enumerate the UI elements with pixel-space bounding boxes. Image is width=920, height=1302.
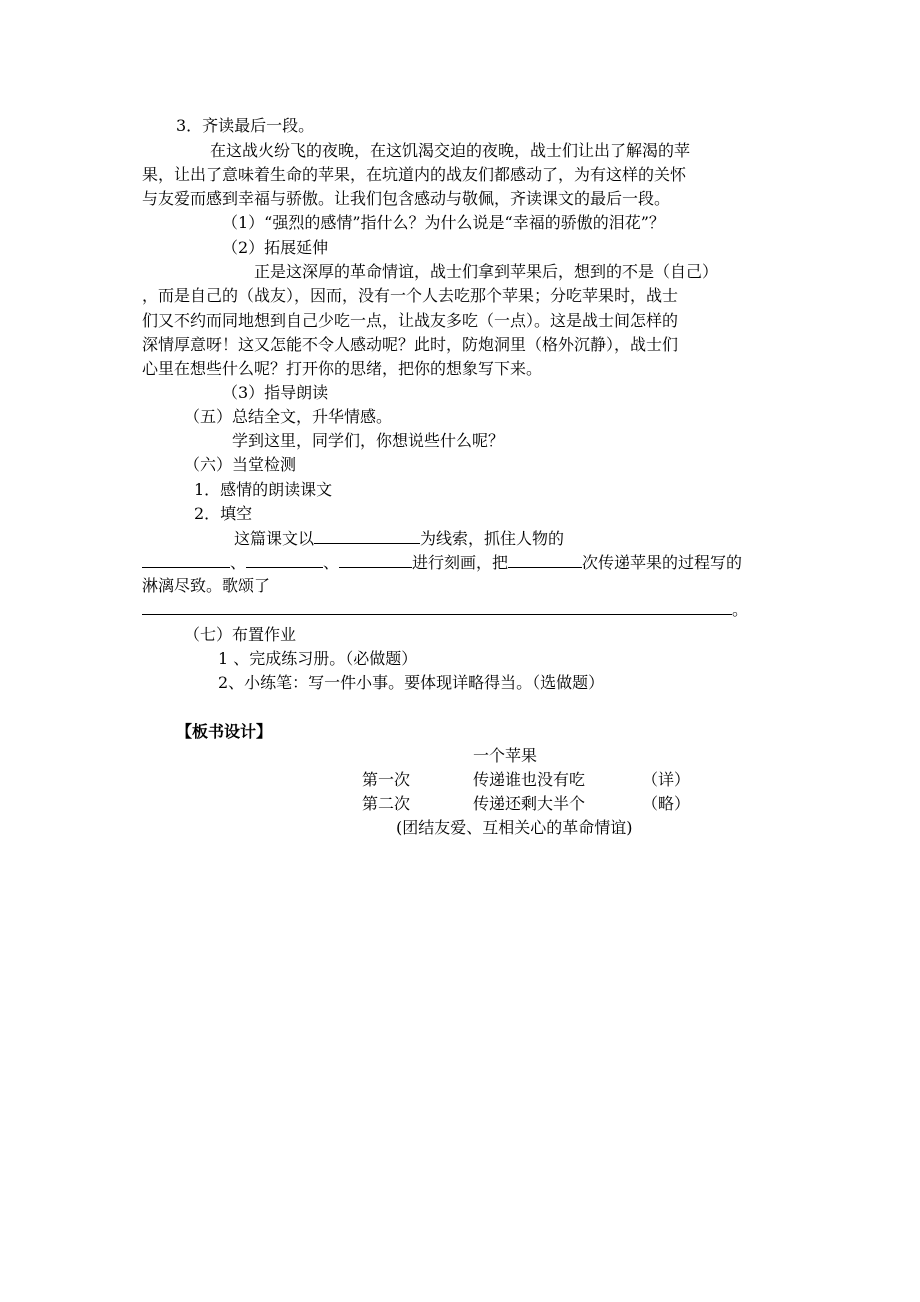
blank-clue[interactable] — [314, 527, 420, 544]
board-row-2-text: 传递还剩大半个 — [473, 794, 586, 813]
fill-line-1 — [234, 527, 564, 549]
section7-item-2: 2、小练笔：写一件小事。要体现详略得当。（选做题） — [218, 673, 605, 692]
section3-para-line-1: 在这战火纷飞的夜晚，在这饥渴交迫的夜晚，战士们让出了解渴的苹 — [210, 141, 691, 160]
extension-line-2: ，而是自己的（战友），因而，没有一个人去吃那个苹果；分吃苹果时，战士 — [142, 286, 679, 305]
fill-line-3: 淋漓尽致。歌颂了 — [142, 576, 271, 595]
section7-item-1: 1 、完成练习册。（必做题） — [218, 649, 418, 668]
fill-text-b: 为线索，抓住人物的 — [420, 529, 565, 548]
board-summary: (团结友爱、互相关心的革命情谊) — [396, 818, 633, 837]
question-2-heading: （2）拓展延伸 — [222, 238, 329, 257]
board-row-2-label: 第二次 — [362, 794, 411, 813]
extension-line-3: 们又不约而同地想到自己少吃一点，让战友多吃（一点）。这是战士间怎样的 — [142, 311, 679, 330]
section3-heading: 3．齐读最后一段。 — [176, 116, 315, 135]
fill-line-2 — [142, 551, 742, 573]
extension-line-4: 深情厚意呀！这又怎能不令人感动呢？此时，防炮洞里（格外沉静），战士们 — [142, 335, 679, 354]
question-1: （1）“强烈的感情”指什么？为什么说是“幸福的骄傲的泪花”？ — [222, 213, 665, 232]
blank-3[interactable] — [339, 551, 412, 568]
section6-heading: （六）当堂检测 — [184, 455, 297, 474]
fill-text-a: 这篇课文以 — [234, 529, 315, 548]
blank-4[interactable] — [508, 551, 582, 568]
extension-line-1: 正是这深厚的革命情谊，战士们拿到苹果后，想到的不是（自己） — [254, 262, 719, 281]
fill-text-f: 次传递苹果的过程写的 — [582, 553, 743, 572]
section3-para-line-3: 与友爱而感到幸福与骄傲。让我们包含感动与敬佩，齐读课文的最后一段。 — [142, 189, 671, 208]
board-title: 一个苹果 — [473, 746, 538, 765]
board-heading: 【板书设计】 — [176, 722, 273, 741]
extension-line-5: 心里在想些什么呢？打开你的思绪，把你的想象写下来。 — [142, 359, 543, 378]
fill-text-e: 进行刻画，把 — [412, 553, 509, 572]
board-row-1-text: 传递谁也没有吃 — [473, 770, 586, 789]
section3-para-line-2: 果，让出了意味着生命的苹果，在坑道内的战友们都感动了，为有这样的关怀 — [142, 165, 687, 184]
board-row-2-note: （略） — [642, 794, 691, 813]
section5-line: 学到这里，同学们，你想说些什么呢？ — [232, 431, 505, 450]
fill-text-h: 。 — [732, 600, 749, 619]
section7-heading: （七）布置作业 — [184, 625, 297, 644]
section6-item-2: 2．填空 — [194, 504, 253, 523]
board-row-1-note: （详） — [642, 770, 691, 789]
blank-2[interactable] — [246, 551, 323, 568]
section5-heading: （五）总结全文，升华情感。 — [184, 407, 393, 426]
question-3: （3）指导朗读 — [222, 383, 329, 402]
fill-line-4 — [142, 598, 748, 620]
board-row-1-label: 第一次 — [362, 770, 411, 789]
blank-5[interactable] — [142, 598, 732, 615]
blank-1[interactable] — [142, 551, 230, 568]
section6-item-1: 1．感情的朗读课文 — [194, 480, 333, 499]
fill-text-d: 、 — [323, 553, 340, 572]
fill-text-c: 、 — [230, 553, 247, 572]
